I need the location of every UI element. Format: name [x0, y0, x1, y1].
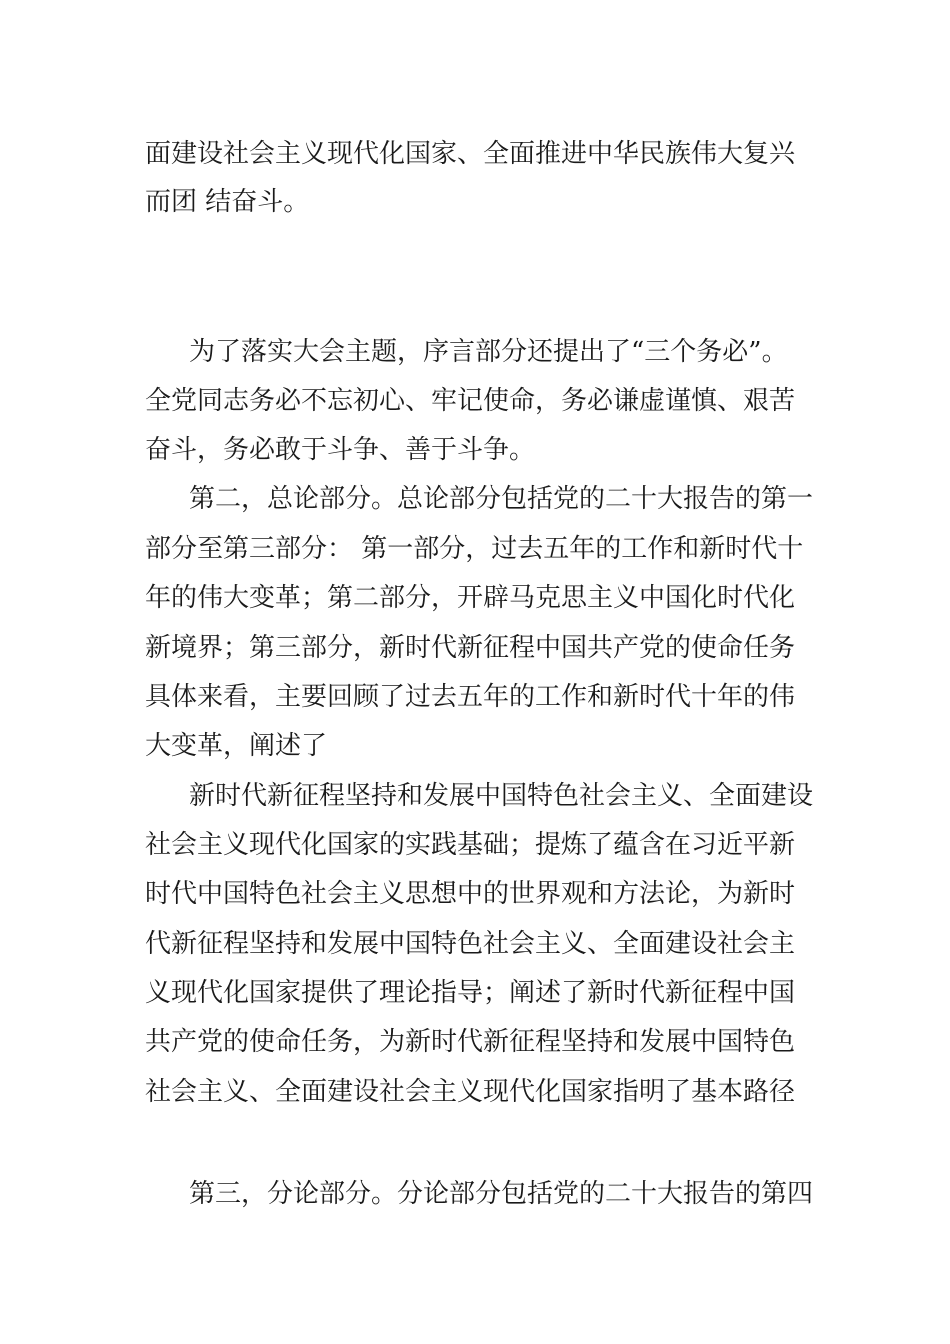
text-line: 面建设社会主义现代化国家、全面推进中华民族伟大复兴 [145, 139, 796, 169]
text-line: 部分至第三部分： 第一部分，过去五年的工作和新时代十 [145, 534, 804, 564]
text-line: 全党同志务必不忘初心、牢记使命，务必谦虚谨慎、艰苦 [145, 386, 796, 416]
text-line: 第二，总论部分。总论部分包括党的二十大报告的第一 [189, 484, 814, 514]
text-line: 具体来看，主要回顾了过去五年的工作和新时代十年的伟 [145, 682, 796, 712]
text-line: 社会主义现代化国家的实践基础；提炼了蕴含在习近平新 [145, 830, 796, 860]
text-line: 代新征程坚持和发展中国特色社会主义、全面建设社会主 [145, 929, 796, 959]
text-line: 第三，分论部分。分论部分包括党的二十大报告的第四 [189, 1179, 814, 1209]
text-line: 时代中国特色社会主义思想中的世界观和方法论，为新时 [145, 879, 796, 909]
text-line: 义现代化国家提供了理论指导；阐述了新时代新征程中国 [145, 978, 796, 1008]
text-line: 而团 结奋斗。 [145, 187, 310, 217]
text-line: 社会主义、全面建设社会主义现代化国家指明了基本路径 [145, 1077, 796, 1107]
text-line: 共产党的使命任务，为新时代新征程坚持和发展中国特色 [145, 1027, 796, 1057]
text-line: 年的伟大变革；第二部分，开辟马克思主义中国化时代化 [145, 583, 796, 613]
text-line: 奋斗，务必敢于斗争、善于斗争。 [145, 435, 536, 465]
text-line: 新境界；第三部分，新时代新征程中国共产党的使命任务 [145, 633, 796, 663]
text-line: 为了落实大会主题，序言部分还提出了“三个务必”。 [189, 337, 788, 367]
text-line: 新时代新征程坚持和发展中国特色社会主义、全面建设 [189, 781, 814, 811]
text-line: 大变革，阐述了 [145, 731, 328, 761]
